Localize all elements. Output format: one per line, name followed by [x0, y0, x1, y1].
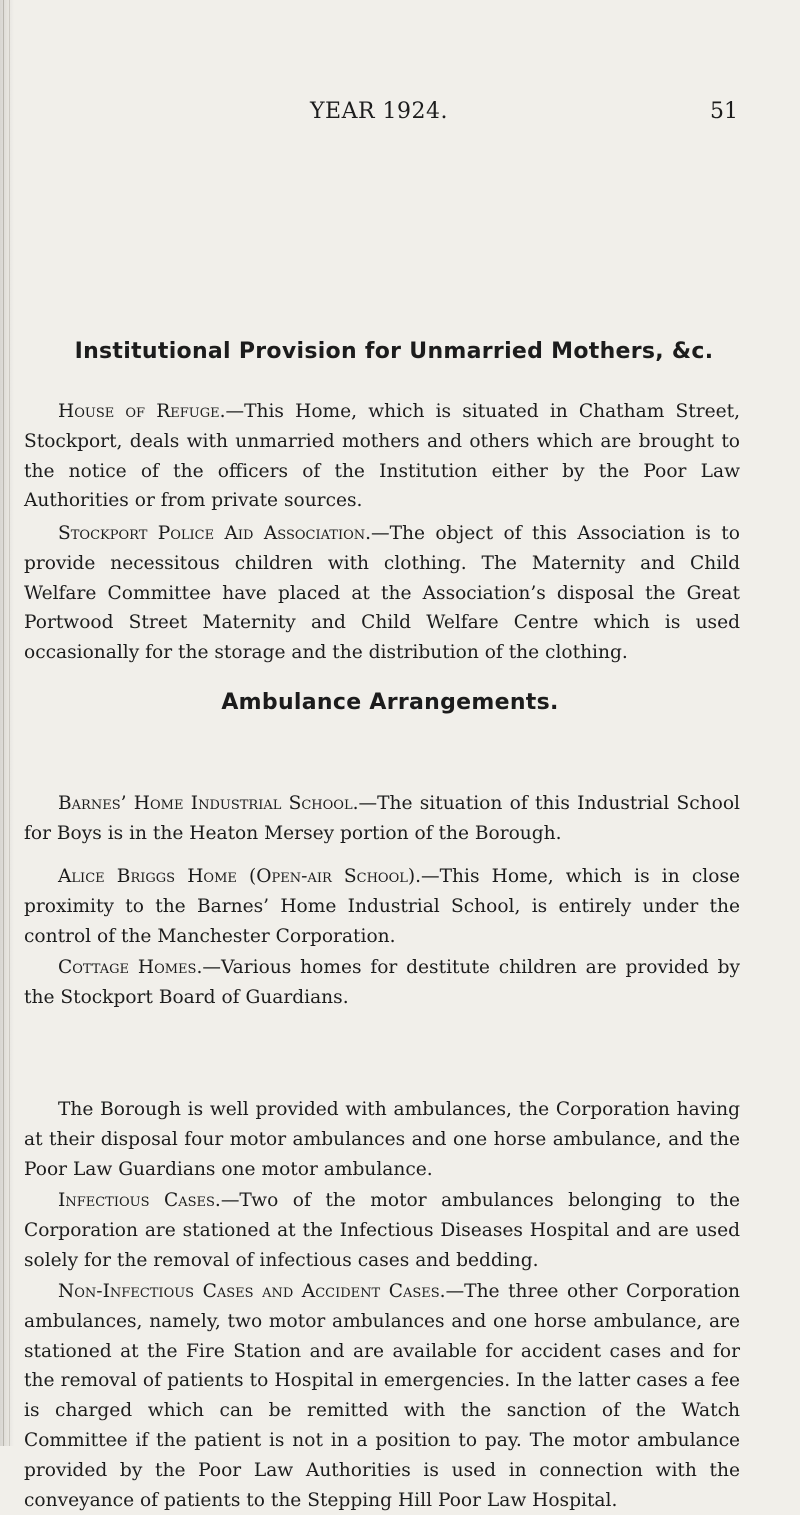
paragraph-body: —Two of the motor ambulances belonging to the Corporation are stationed at the Infectious Diseases Hospital and are used solely for the removal of infectious cases and bedding.: [24, 1190, 740, 1271]
paragraph-body: —This Home, which is in close proximity to the Barnes’ Home Industrial School, is entirely under the control of the Manchester Corporation.: [24, 866, 740, 947]
paragraph-body: —The situation of this Industrial School for Boys is in the Heaton Mersey portion of the Borough.: [24, 793, 740, 844]
paragraph: [24, 862, 740, 951]
paragraph-heading: Infectious Cases.: [58, 1190, 221, 1211]
gutter-edge-line: [3, 0, 4, 1446]
section-title: Ambulance Arrangements.: [221, 690, 559, 715]
paragraph: [24, 1095, 740, 1184]
running-head: YEAR 1924.: [310, 99, 449, 124]
paragraph-body: The Borough is well provided with ambulances, the Corporation having at their disposal four motor ambulances and one horse ambulance, and the Poor Law Guardians one motor ambulance.: [24, 1099, 740, 1180]
paragraph: [24, 397, 740, 516]
paragraph-heading: Cottage Homes.: [58, 957, 203, 978]
page-header: [310, 99, 738, 129]
paragraph-heading: Barnes’ Home Industrial School.: [58, 793, 359, 814]
gutter-edge-line: [9, 0, 10, 1446]
page-number: 51: [710, 99, 738, 124]
paragraph-body: —The three other Corporation ambulances, namely, two motor ambulances and one horse ambulance, are stationed at the Fire Station and are available for accident cases and for the removal of patients to Hospital in emergencies. In the latter cases a fee is charged which can be remitted with the sanction of the Watch Committee if the patient is not in a position to pay. The motor ambulance provided by the Poor Law Authorities is used in connection with the conveyance of patients to the Stepping Hill Poor Law Hospital.: [24, 1281, 740, 1511]
paragraph-body: —This Home, which is situated in Chatham Street, Stockport, deals with unmarried mothers and others which are brought to the notice of the officers of the Institution either by the Poor Law Authorities or from private sources.: [24, 401, 740, 512]
paragraph-body: —Various homes for destitute children are provided by the Stockport Board of Guardians.: [24, 957, 740, 1008]
section-title: Institutional Provision for Unmarried Mothers, &c.: [74, 339, 714, 364]
paragraph: [24, 1186, 740, 1275]
paragraph-heading: Stockport Police Aid Association.: [58, 523, 372, 544]
paragraph-heading: Non-Infectious Cases and Accident Cases.: [58, 1281, 446, 1302]
paragraph-heading: House of Refuge.: [58, 401, 226, 422]
paragraph: [24, 519, 740, 668]
paragraph: [24, 953, 740, 1013]
paragraph-body: —The object of this Association is to provide necessitous children with clothing. The Maternity and Child Welfare Committee have placed at the Association’s disposal the Great Portwood Street Maternity and Child Welfare Centre which is used occasionally for the storage and the distribution of the clothing.: [24, 523, 740, 664]
paragraph-heading: Alice Briggs Home (Open-air School).: [58, 866, 422, 887]
paragraph: [24, 789, 740, 849]
paragraph: [24, 1277, 740, 1515]
